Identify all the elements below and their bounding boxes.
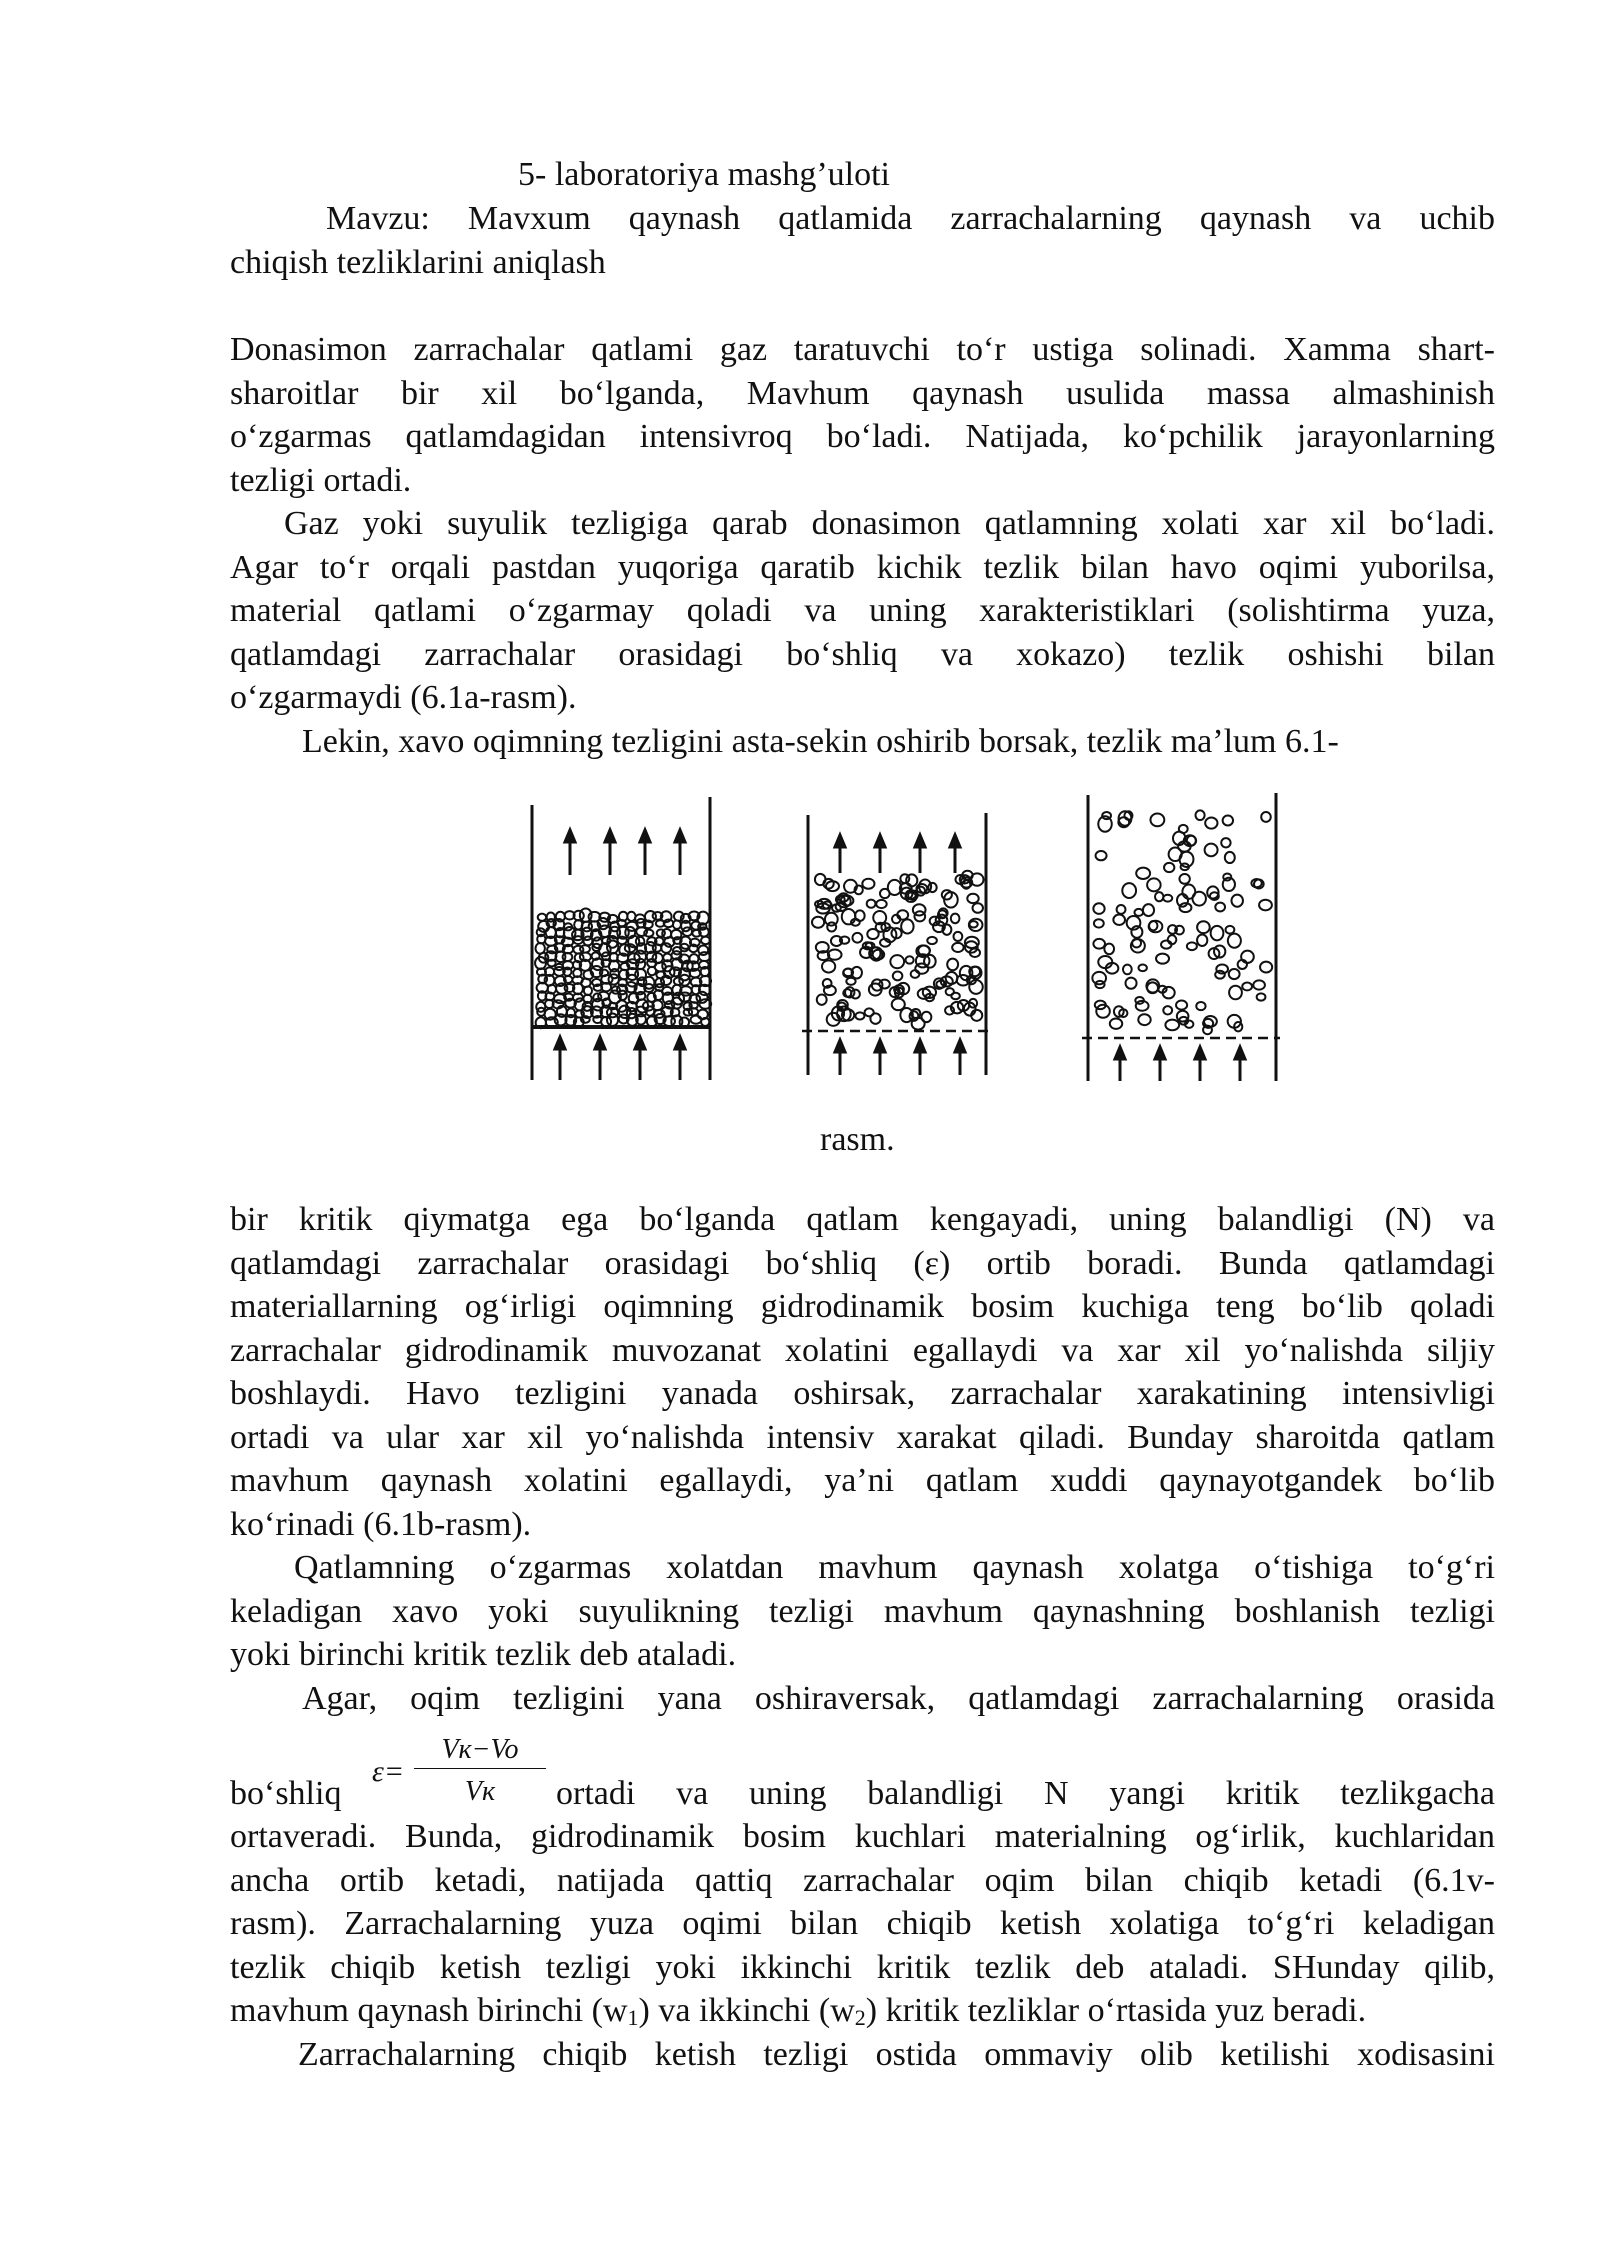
paragraph-4-line: ortadi va ular xar xil yo‘nalishda intensiv xarakat qiladi. Bunday sharoitda qatlam [230, 1418, 1495, 1456]
paragraph-6-line: ortaveradi. Bunda, gidrodinamik bosim kuchlari materialning og‘irlik, kuchlaridan [230, 1818, 1495, 1855]
entrained-particle [1104, 944, 1114, 955]
entrained-particle [1094, 919, 1104, 927]
paragraph-1-line: o‘zgarmas qatlamdagidan intensivroq bo‘ladi. Natijada, ko‘pchilik jarayonlarning [230, 418, 1495, 455]
entrained-particle [1260, 962, 1272, 973]
up-arrow-icon [635, 1037, 645, 1080]
up-arrow-icon [875, 1040, 885, 1075]
entrained-particle [1187, 836, 1196, 846]
entrained-particle [1221, 838, 1230, 847]
paragraph-4-line: qatlamdagi zarrachalar orasidagi bo‘shliq (ε) ortib boradi. Bunda qatlamdagi [230, 1244, 1495, 1282]
entrained-particle [1134, 909, 1143, 916]
entrained-particle [1232, 895, 1243, 907]
entrained-particle [1093, 903, 1104, 914]
up-arrow-icon [595, 1037, 605, 1080]
entrained-particle [1155, 892, 1163, 901]
topic-line-2: chiqish tezliklarini aniqlash [230, 243, 606, 281]
bed-particle [644, 930, 653, 937]
formula-numerator: Vк−Vo [441, 1734, 519, 1765]
entrained-particle [1229, 986, 1242, 1000]
up-arrow-icon [605, 830, 615, 875]
fluid-particle [906, 874, 917, 886]
fluid-particle [969, 921, 977, 927]
fluid-particle [946, 988, 954, 995]
entrained-particle [1136, 868, 1150, 879]
paragraph-6-line: ancha ortib ketadi, natijada qattiq zarrachalar oqim bilan chiqib ketadi (6.1v- [230, 1861, 1495, 1899]
up-arrow-icon [875, 835, 885, 873]
up-arrow-icon [555, 1037, 565, 1080]
page-title: 5- laboratoriya mashg’uloti [518, 156, 891, 193]
topic-heading [230, 197, 1495, 284]
paragraph-6-line2-end: ortadi va uning balandligi N yangi kritik tezlikgacha [556, 1775, 1495, 1812]
fluid-particle [927, 937, 937, 944]
entrained-particle [1205, 817, 1217, 828]
column-a-arrows-bottom [555, 1037, 685, 1080]
fluid-particle [915, 964, 928, 974]
fluid-particle [951, 914, 960, 924]
formula-lhs: ε= [372, 1755, 405, 1788]
column-b-arrows-bottom [835, 1040, 965, 1075]
entrained-particle [1149, 921, 1157, 930]
entrained-particle [1228, 934, 1241, 948]
paragraph-1-line: sharoitlar bir xil bo‘lganda, Mavhum qaynash usulida massa almashinish [230, 374, 1495, 412]
entrained-particle [1126, 978, 1137, 989]
up-arrow-icon [950, 835, 960, 873]
paragraph-4 [230, 1198, 1495, 1546]
paragraph-3 [230, 720, 1495, 764]
up-arrow-icon [1195, 1047, 1205, 1081]
entrained-particle [1147, 878, 1161, 891]
entrained-particle [1211, 926, 1224, 940]
entrained-particle [1216, 965, 1228, 974]
paragraph-4-line: mavhum qaynash xolatini egallaydi, ya’ni qatlam xuddi qaynayotgandek bo‘lib [230, 1462, 1495, 1499]
up-arrow-icon [1235, 1047, 1245, 1081]
paragraph-4-line: zarrachalar gidrodinamik muvozanat xolatini egallaydi va xar xil yo‘nalishda siljiy [230, 1331, 1495, 1369]
entrained-particle [1187, 942, 1197, 950]
paragraph-6-last-line [230, 1989, 1495, 2033]
paragraph-6-line2-end-wrap [556, 1772, 1495, 1816]
fluid-particle [973, 903, 983, 913]
paragraph-2-line: material qatlami o‘zgarmay qoladi va uning xarakteristiklari (solishtirma yuza, [230, 592, 1495, 629]
topic-line-1: Mavzu: Mavxum qaynash qatlamida zarrachalarning qaynash va uchib [326, 200, 1495, 237]
formula-denominator: Vк [464, 1776, 496, 1807]
paragraph-5-line: Qatlamning o‘zgarmas xolatdan mavhum qaynash xolatga o‘tishiga to‘g‘ri [294, 1549, 1495, 1586]
fluid-particle [812, 917, 824, 928]
entrained-particle [1156, 954, 1169, 964]
bed-particle [580, 945, 590, 952]
fluid-particle [892, 998, 905, 1010]
fluid-particle [906, 956, 914, 963]
entrained-particle [1165, 1020, 1179, 1031]
fluid-particle [913, 904, 926, 915]
paragraph-1-line: Donasimon zarrachalar qatlami gaz taratuvchi to‘r ustiga solinadi. Xamma shart- [230, 331, 1495, 368]
entrained-particle [1163, 1006, 1172, 1014]
fluid-particle [822, 960, 835, 972]
fluid-particle [817, 994, 827, 1004]
column-a-particles [535, 909, 711, 1029]
paragraph-4-line: ko‘rinadi (6.1b-rasm). [230, 1505, 532, 1543]
column-c-particles [1092, 810, 1272, 1034]
last-line-part-a: mavhum qaynash birinchi (w [230, 1992, 628, 2029]
bed-particle [609, 974, 619, 984]
entrained-particle [1215, 903, 1225, 912]
porosity-formula [372, 1728, 562, 1808]
paragraph-5 [230, 1546, 1495, 1677]
entrained-particle [1143, 904, 1154, 916]
entrained-particle [1150, 813, 1164, 826]
entrained-particle [1225, 852, 1235, 863]
paragraph-1 [230, 328, 1495, 502]
up-arrow-icon [675, 830, 685, 875]
up-arrow-icon [835, 1040, 845, 1075]
entrained-particle [1257, 993, 1266, 1000]
entrained-particle [1197, 921, 1210, 933]
subscript-2: 2 [854, 2005, 866, 2030]
up-arrow-icon [955, 1040, 965, 1075]
up-arrow-icon [1155, 1047, 1165, 1081]
paragraph-4-line: bir kritik qiymatga ega bo‘lganda qatlam kengayadi, uning balandligi (N) va [230, 1201, 1495, 1238]
fluid-particle [825, 913, 838, 926]
up-arrow-icon [915, 1040, 925, 1075]
fluid-particle [876, 900, 886, 908]
entrained-particle [1205, 844, 1218, 857]
column-a-arrows-top [565, 830, 685, 875]
entrained-particle [1259, 900, 1272, 911]
entrained-particle [1113, 915, 1125, 925]
entrained-particle [1138, 1014, 1150, 1025]
bed-particle [691, 1016, 702, 1024]
entrained-particle [1223, 815, 1233, 825]
entrained-particle [1139, 965, 1147, 972]
entrained-particle [1261, 812, 1271, 822]
entrained-particle [1196, 1002, 1205, 1010]
entrained-particle [1096, 851, 1107, 860]
entrained-particle [1110, 1019, 1122, 1029]
paragraph-6-line: tezlik chiqib ketish tezligi yoki ikkinchi kritik tezlik deb ataladi. SHunday qilib, [230, 1948, 1495, 1986]
up-arrow-icon [915, 835, 925, 873]
paragraph-3-line: Lekin, xavo oqimning tezligini asta-sekin oshirib borsak, tezlik ma’lum 6.1- [302, 723, 1339, 760]
paragraph-7 [230, 2033, 1495, 2077]
fluid-particle [967, 894, 978, 903]
entrained-particle [1117, 905, 1126, 914]
bed-particle [648, 967, 656, 975]
bed-particle [538, 914, 546, 921]
paragraph-5-line: yoki birinchi kritik tezlik deb ataladi. [230, 1636, 737, 1673]
fluid-particle [867, 900, 876, 908]
fluidized-bed-figure [520, 785, 1290, 1105]
figure-caption: rasm. [820, 1121, 895, 1158]
bed-particle [607, 1013, 618, 1026]
fluid-particle [952, 943, 964, 952]
fluid-particle [954, 932, 963, 941]
up-arrow-icon [675, 1037, 685, 1080]
bed-particle [661, 943, 671, 953]
up-arrow-icon [640, 830, 650, 875]
paragraph-6-line: Agar, oqim tezligini yana oshiraversak, qatlamdagi zarrachalarning orasida [302, 1680, 1495, 1717]
paragraph-2-line: Agar to‘r orqali pastdan yuqoriga qaratib kichik tezlik bilan havo oqimi yuborilsa, [230, 548, 1495, 586]
last-line-part-c: ) kritik tezliklar o‘rtasida yuz beradi. [865, 1992, 1367, 2029]
entrained-particle [1226, 926, 1235, 934]
fluid-particle [890, 955, 904, 968]
formula-fraction-bar [414, 1768, 546, 1769]
entrained-particle [1242, 983, 1252, 991]
bed-particle [548, 960, 556, 967]
paragraph-2 [230, 502, 1495, 720]
paragraph-1-line: tezligi ortadi. [230, 461, 412, 499]
fluid-particle [947, 959, 958, 971]
entrained-particle [1179, 874, 1189, 884]
paragraph-2-line: qatlamdagi zarrachalar orasidagi bo‘shliq va xokazo) tezlik oshishi bilan [230, 635, 1495, 673]
paragraph-6-rest [230, 1815, 1495, 2033]
column-c-arrows-bottom [1115, 1047, 1245, 1081]
entrained-particle [1122, 883, 1136, 898]
entrained-particle [1176, 1001, 1187, 1010]
fluid-particle [901, 919, 913, 933]
entrained-particle [1123, 965, 1132, 975]
paragraph-2-line: o‘zgarmaydi (6.1a-rasm). [230, 679, 577, 716]
entrained-particle [1164, 863, 1174, 872]
paragraph-6-line: rasm). Zarrachalarning yuza oqimi bilan chiqib ketish xolatiga to‘g‘ri keladigan [230, 1905, 1495, 1942]
bed-particle [583, 937, 592, 946]
fluid-particle [870, 1013, 880, 1024]
paragraph-6-line2-start: bo‘shliq [230, 1775, 342, 1812]
fluid-particle [852, 933, 862, 943]
entrained-particle [1093, 939, 1105, 949]
up-arrow-icon [835, 835, 845, 873]
paragraph-4-line: boshlaydi. Havo tezligini yanada oshirsak, zarrachalar xarakatining intensivligi [230, 1375, 1495, 1412]
column-c-entrainment [1082, 793, 1280, 1081]
paragraph-5-line: keladigan xavo yoki suyulikning tezligi mavhum qaynashning boshlanish tezligi [230, 1592, 1495, 1630]
entrained-particle [1253, 980, 1265, 989]
subscript-1: 1 [627, 2005, 639, 2030]
entrained-particle [1193, 892, 1206, 906]
column-b-arrows-top [835, 835, 960, 873]
last-line-part-b: ) va ikkinchi (w [638, 1992, 855, 2029]
fluid-particle [846, 978, 855, 985]
entrained-particle [1096, 1005, 1110, 1018]
entrained-particle [1197, 934, 1207, 945]
fluid-particle [862, 879, 874, 889]
fluid-particle [855, 1012, 864, 1019]
fluid-particle [893, 971, 903, 980]
entrained-particle [1163, 895, 1172, 902]
up-arrow-icon [1115, 1047, 1125, 1081]
entrained-particle [1196, 810, 1205, 820]
entrained-particle [1229, 969, 1240, 979]
paragraph-7-line: Zarrachalarning chiqib ketish tezligi ostida ommaviy olib ketilishi xodisasini [298, 2036, 1495, 2073]
up-arrow-icon [565, 830, 575, 875]
paragraph-2-line: Gaz yoki suyulik tezligiga qarab donasimon qatlamning xolati xar xil bo‘ladi. [284, 505, 1495, 542]
column-b-particles [812, 871, 984, 1030]
paragraph-4-line: materiallarning og‘irligi oqimning gidrodinamik bosim kuchiga teng bo‘lib qoladi [230, 1288, 1495, 1325]
entrained-particle [1241, 951, 1254, 963]
paragraph-6-first-line [230, 1677, 1495, 1721]
